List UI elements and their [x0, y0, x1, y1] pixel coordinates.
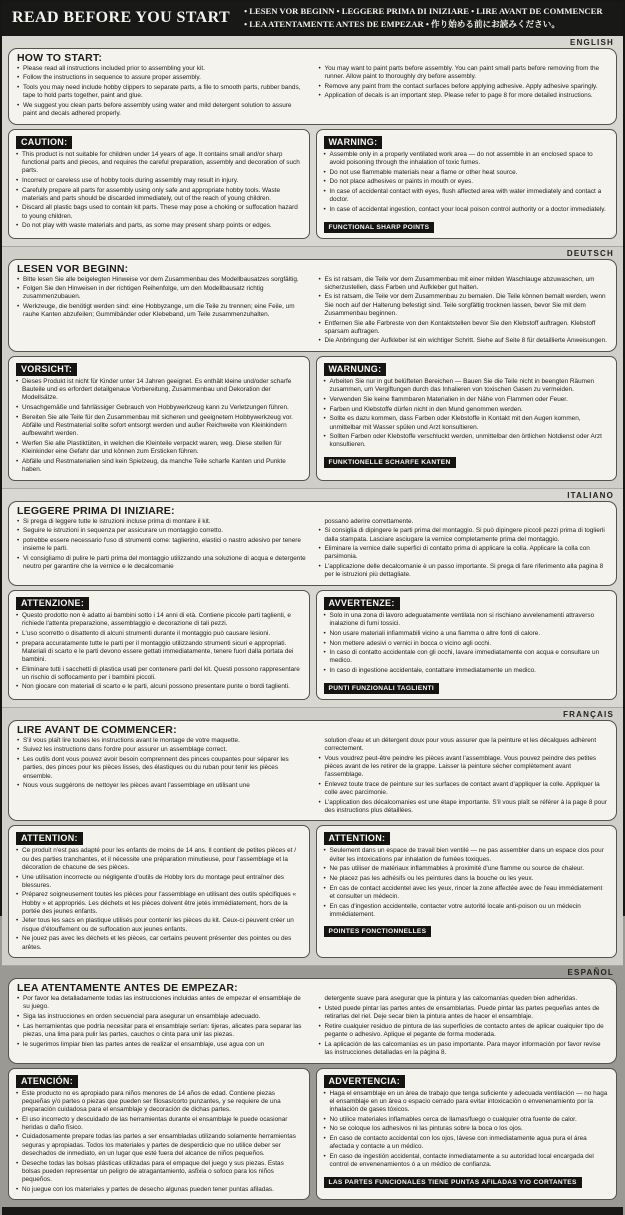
- start-heading-espanol: LEA ATENTAMENTE ANTES DE EMPEZAR:: [17, 982, 238, 995]
- start-right-list: [319, 65, 609, 120]
- warning-item: • In caso di contatto accidentale con gli occhi, lavare immediatamente con acqua e consultare un medico.: [324, 649, 610, 665]
- start-left-list: [17, 995, 307, 1058]
- warning-item: • En caso de contacto accidental con los ojos, lávese con inmediatamente agua pura el área afectada y contacte a un médico.: [324, 1135, 610, 1151]
- caution-heading: CAUTION:: [16, 136, 72, 149]
- warning-item: • In case of accidental contact with eyes, flush affected area with water immediately and contact a doctor.: [324, 188, 610, 204]
- sharp-points-badge: POINTES FONCTIONNELLES: [324, 926, 432, 937]
- instruction-item: • Folgen Sie den Hinweisen in der richtigen Reihenfolge, um den Modellbausatz richtig zusammenzubauen.: [17, 285, 307, 301]
- caution-list: [16, 612, 302, 692]
- instruction-item: detergente suave para asegurar que la pintura y las calcomanías queden bien adheridas.: [324, 995, 578, 1003]
- warning-item: • Do not use flammable materials near a flame or other heat source.: [324, 169, 610, 177]
- language-label-espanol: ESPAÑOL: [567, 968, 614, 978]
- caution-item: • Deseche todas las bolsas plásticas utilizadas para el empaque del juego y sus piezas. Estas bolsas pueden representar un peligro de atragantamiento, asfixia o sofoco para los niños pequeños.: [16, 1160, 302, 1185]
- language-label-italiano: ITALIANO: [567, 490, 614, 500]
- how-to-start-box-deutsch: [8, 259, 617, 353]
- caution-list: [16, 378, 302, 474]
- start-left-list: [17, 518, 307, 581]
- instruction-item: • Vous voudrez peut-être peindre les pièces avant l'assemblage. Vous pouvez peindre des petites pièces avant de les retirer de la grappe. Laisser la peinture sécher complètement avant l'assemblage.: [319, 755, 609, 780]
- caution-item: • L'uso scorretto o disattento di alcuni strumenti durante il montaggio può causare lesioni.: [16, 630, 302, 638]
- instruction-item: • Eliminare la vernice dalle superfici di contatto prima di applicare la colla. Applicare la colla con parsimonia.: [319, 545, 609, 561]
- caution-item: • El uso incorrecto y descuidado de las herramientas durante el ensamblaje le puede ocasionar heridas o daño físico.: [16, 1116, 302, 1132]
- sharp-points-badge: FUNKTIONELLE SCHARFE KANTEN: [324, 457, 456, 468]
- start-heading-francais: LIRE AVANT DE COMMENCER:: [17, 723, 177, 736]
- start-right-list: [319, 518, 609, 581]
- warning-heading: ADVERTENCIA:: [324, 1075, 406, 1088]
- start-heading-english: HOW TO START:: [17, 51, 103, 64]
- start-right-list: [319, 276, 609, 348]
- caution-list: [16, 1090, 302, 1194]
- instruction-item: • Follow the instructions in sequence to assure proper assembly.: [17, 74, 307, 82]
- how-to-start-box-italiano: [8, 501, 617, 586]
- instruction-item: • La aplicación de las calcomanías es un paso importante. Para mayor información por favor revise las instrucciones detalladas en la página 8.: [319, 1041, 609, 1057]
- warning-heading: WARNING:: [324, 136, 383, 149]
- instruction-item: • S'il vous plaît lire toutes les instructions avant le montage de votre maquette.: [17, 737, 307, 745]
- caution-list: [16, 847, 302, 951]
- start-right-list: [319, 737, 609, 817]
- caution-item: • Discard all plastic bags used to contain kit parts. These may pose a choking or suffocation hazard to young children.: [16, 204, 302, 220]
- caution-item: • This product is not suitable for children under 14 years of age. It contains small and/or sharp functional parts and pieces, and requires the careful preparation, assembly and decoration of such parts.: [16, 151, 302, 176]
- warning-heading: AVVERTENZE:: [324, 597, 400, 610]
- instruction-item: • Enlevez toute trace de peinture sur les surfaces de contact avant d'appliquer la colle. Appliquer la colle avec parcimonie.: [319, 781, 609, 797]
- instruction-item: • You may want to paint parts before assembly. You can paint small parts before removing from the runner. Allow paint to thoroughly dry before assembly.: [319, 65, 609, 81]
- instruction-item: • potrebbe essere necessario l'uso di strumenti come: taglierino, elastici o nastro adesivo per tenere insieme le parti.: [17, 537, 307, 553]
- start-right-list: [319, 995, 609, 1058]
- caution-item: • Ne jouez pas avec les déchets et les pièces, car certains peuvent présenter des pointes ou des arêtes.: [16, 935, 302, 951]
- caution-item: • Carefully prepare all parts for assembly using only safe and appropriate hobby tools. Waste materials and parts should be discarded immediately, out of the reach of young children.: [16, 187, 302, 203]
- header-subtitle-row2: • LEA ATENTAMENTE ANTES DE EMPEZAR • 作り始める前にお読みください。: [244, 19, 560, 30]
- header-subtitle-row1: • LESEN VOR BEGINN • LEGGERE PRIMA DI INIZIARE • LIRE AVANT DE COMMENCER: [244, 6, 603, 16]
- caution-item: • Unsachgemäße und fahrlässiger Gebrauch von Hobbywerkzeug kann zu Verletzungen führen.: [16, 404, 302, 412]
- header-bar: [2, 2, 623, 36]
- page-title: READ BEFORE YOU START: [12, 9, 231, 27]
- caution-item: • Eliminare tutti i sacchetti di plastica usati per contenere parti del kit. Questi possono rappresentare un rischio di soffocamento per i bambini piccoli.: [16, 666, 302, 682]
- warning-item: • Sollte es dazu kommen, dass Farben oder Klebstoffe in Kontakt mit den Augen kommen, unmittelbar mit Wasser spülen und Arzt konsultieren.: [324, 415, 610, 431]
- caution-item: • Do not play with waste materials and parts, as some may present sharp points or edges.: [16, 222, 302, 230]
- instruction-item: possano aderire correttamente.: [324, 517, 414, 525]
- sharp-points-badge: LAS PARTES FUNCIONALES TIENE PUNTAS AFILADAS Y/O CORTANTES: [324, 1177, 582, 1188]
- caution-heading: ATENCIÓN:: [16, 1075, 78, 1088]
- warning-item: • Arbeiten Sie nur in gut belüfteten Bereichen — Bauen Sie die Teile nicht in beengten Räumen zusammen, um Vergiftungen durch das Inhalieren von toxischen Gasen zu vermeiden.: [324, 378, 610, 394]
- caution-heading: VORSICHT:: [16, 363, 77, 376]
- warning-heading: ATTENTION:: [324, 832, 391, 845]
- instruction-item: • Bitte lesen Sie alle beigelegten Hinweise vor dem Zusammenbau des Modellbausatzes sorgfältig.: [17, 276, 307, 284]
- caution-box-english: [8, 129, 310, 239]
- warning-box-english: [316, 129, 618, 239]
- caution-item: • Questo prodotto non è adatto ai bambini sotto i 14 anni di età. Contiene piccole parti taglienti, e richiede l'attenta preparazione, assemblaggio e decorazione di tali pezzi.: [16, 612, 302, 628]
- instruction-item: • Si prega di leggere tutte le istruzioni incluse prima di montare il kit.: [17, 518, 307, 526]
- caution-item: • Cuidadosamente prepare todas las partes a ser ensambladas utilizando solamente herramientas seguras y apropiadas. Todos los materiales y partes de desperdicio que no utilice deber ser desechados de inmediato, en un lugar que esté fuera del alcance de niños pequeños.: [16, 1133, 302, 1158]
- caution-box-deutsch: [8, 356, 310, 481]
- caution-item: • Préparez soigneusement toutes les pièces pour l'assemblage en utilisant des outils spécifiques « Hobby » et appropriés. Les déchets et les pièces doivent être jetés immédiatement, hors de la portée des jeunes enfants.: [16, 891, 302, 916]
- instruction-item: solution d'eau et un détergent doux pour vous assurer que la peinture et les décalques adhèrent correctement.: [324, 736, 597, 752]
- instruction-item: • Please read all instructions included prior to assembling your kit.: [17, 65, 307, 73]
- instruction-item: • Siga las instrucciones en orden secuencial para asegurar un ensamblaje adecuado.: [17, 1013, 307, 1021]
- warning-item: • Non usare materiali infiammabili vicino a una fiamma o altre fonti di calore.: [324, 630, 610, 638]
- warning-list: [324, 612, 610, 675]
- instruction-item: • Die Anbringung der Aufkleber ist ein wichtiger Schritt. Siehe auf Seite 8 für detaillierte Anweisungen.: [319, 337, 609, 345]
- warning-item: • Seulement dans un espace de travail bien ventilé — ne pas assembler dans un espace clos pour éviter les intoxications par inhalation de fumées toxiques.: [324, 847, 610, 863]
- instruction-item: • Nous vous suggérons de nettoyer les pièces avant l'assemblage en utilisant une: [17, 782, 307, 790]
- start-left-list: [17, 65, 307, 120]
- warning-box-francais: [316, 825, 618, 958]
- start-heading-italiano: LEGGERE PRIMA DI INIZIARE:: [17, 504, 175, 517]
- instruction-item: • Application of decals is an important step. Please refer to page 8 for more detailed instructions.: [319, 92, 609, 100]
- section-francais: [2, 707, 623, 965]
- caution-box-francais: [8, 825, 310, 958]
- warning-item: • Haga el ensamblaje en un área de trabajo que tenga suficiente y adecuada ventilación — no haga el ensamblaje en un área o espacio cerrado para evitar intoxicación o envenenamiento por la inhalación de gases tóxicos.: [324, 1090, 610, 1115]
- how-to-start-box-espanol: [8, 978, 617, 1063]
- caution-item: • Werfen Sie alle Plastiktüten, in welchen die Kleinteile verpackt waren, weg. Diese stellen für Kleinkinder eine Gefahr dar und können zum Ersticken führen.: [16, 440, 302, 456]
- instruction-item: • Remove any paint from the contact surfaces before applying adhesive. Apply adhesive sparingly.: [319, 83, 609, 91]
- warning-item: • Do not place adhesives or paints in mouth or eyes.: [324, 178, 610, 186]
- warning-box-deutsch: [316, 356, 618, 481]
- caution-item: • Dieses Produkt ist nicht für Kinder unter 14 Jahren geeignet. Es enthält kleine und/oder scharfe Bauteile und es erfordert detailgenaue Vorbereitung, Zusammenbau und Dekoration der Modellsätze.: [16, 378, 302, 403]
- caution-heading: ATTENZIONE:: [16, 597, 89, 610]
- caution-item: • prepara accuratamente tutte le parti per il montaggio utilizzando strumenti sicuri e appropriati. Materiali di scarto e le parti devono essere gettati immediatamente, tenere fuori dalla portata dei bambini.: [16, 640, 302, 665]
- caution-item: • Non giocare con materiali di scarto e le parti, alcuni possono presentare punte o bordi taglienti.: [16, 683, 302, 691]
- how-to-start-box-francais: [8, 720, 617, 822]
- caution-item: • Bereiten Sie alle Teile für den Zusammenbau mit sicheren und geeignetem Hobbywerkzeug vor. Abfälle und Restmaterial sollte sofort entsorgt werden und außer Reichweite von Kleinkindern aufbewahrt werden.: [16, 414, 302, 439]
- how-to-start-box-english: [8, 48, 617, 125]
- warning-box-italiano: [316, 590, 618, 700]
- instruction-item: • Si consiglia di dipingere le parti prima del montaggio. Si può dipingere piccoli pezzi prima di toglierli dalla stampata. Lasciare asciugare la vernice completamente prima del montaggio.: [319, 527, 609, 543]
- instruction-item: • Les outils dont vous pouvez avoir besoin comprennent des pinces coupantes pour séparer les parties, des pinces pour les pièces lisses, des élastiques ou du ruban pour tenir les pièces ensemble.: [17, 756, 307, 781]
- caution-item: • Jeter tous les sacs en plastique utilisés pour contenir les pièces du kit. Ceux-ci peuvent créer un risque d'étouffement ou de suffocation aux jeunes enfants.: [16, 917, 302, 933]
- instruction-item: • Tools you may need include hobby clippers to separate parts, a file to smooth parts, rubber bands, tape to hold parts together, paint and glue.: [17, 84, 307, 100]
- instruction-item: • L'applicazione delle decalcomanie è un passo importante. Si prega di fare riferimento alla pagina 8 per le istruzioni più dettagliate.: [319, 563, 609, 579]
- start-left-list: [17, 276, 307, 348]
- instruction-item: • Por favor lea detalladamente todas las instrucciones incluidas antes de empezar el ensamblaje de su juego.: [17, 995, 307, 1011]
- warning-item: • En cas de contact accidentel avec les yeux, rincer la zone affectée avec de l'eau immédiatement et consulter un médecin.: [324, 885, 610, 901]
- instruction-item: • Vi consigliamo di pulire le parti prima del montaggio utilizzando una soluzione di acqua e detergente neutro per garantire che la vernice e le decalcomanie: [17, 555, 307, 571]
- caution-item: • Abfälle und Restmaterialien sind kein Spielzeug, da manche Teile scharfe Kanten und Punkte haben.: [16, 458, 302, 474]
- sharp-points-badge: FUNCTIONAL SHARP POINTS: [324, 222, 435, 233]
- caution-box-italiano: [8, 590, 310, 700]
- warning-item: • In caso di ingestione accidentale, contattare immediatamente un medico.: [324, 667, 610, 675]
- section-deutsch: [2, 246, 623, 488]
- instruction-item: • le sugerimos limpiar bien las partes antes de realizar el ensamblaje, use agua con un: [17, 1041, 307, 1049]
- instruction-item: • Usted puede pintar las partes antes de ensamblarlas. Puede pintar las partes pequeñas antes de retirarlas del riel. Deje secar bien la pintura antes de hacer el ensamblaje.: [319, 1005, 609, 1021]
- instruction-item: • Es ist ratsam, die Teile vor dem Zusammenbau mit einer milden Waschlauge abzuwaschen, um sicherzustellen, dass Farben und Aufkleber gut halten.: [319, 276, 609, 292]
- warning-box-espanol: [316, 1068, 618, 1201]
- warning-item: • Assemble only in a properly ventilated work area — do not assemble in an enclosed space to avoid poisoning through the inhalation of toxic fumes.: [324, 151, 610, 167]
- sharp-points-badge: PUNTI FUNZIONALI TAGLIENTI: [324, 683, 439, 694]
- language-label-deutsch: DEUTSCH: [566, 248, 614, 258]
- caution-item: • Incorrect or careless use of hobby tools during assembly may result in injury.: [16, 177, 302, 185]
- section-italiano: [2, 488, 623, 707]
- warning-item: • Solo in una zona di lavoro adeguatamente ventilata non si rischiano avvelenamenti attraverso inalazione di fumi tossici.: [324, 612, 610, 628]
- warning-item: • Ne placez pas les adhésifs ou les peintures dans la bouche ou les yeux.: [324, 875, 610, 883]
- caution-heading: ATTENTION:: [16, 832, 83, 845]
- instruction-item: • We suggest you clean parts before assembly using water and mild detergent solution to assure paint and decals adhered properly.: [17, 102, 307, 118]
- warning-list: [324, 847, 610, 919]
- caution-item: • Este producto no es apropiado para niños menores de 14 años de edad. Contiene piezas pequeñas y/o partes o piezas que pueden ser filosas/corto punzantes, y se requiere de una preparación cuidadosa para el ensamblaje y decoración de dichas partes.: [16, 1090, 302, 1115]
- warning-item: • In case of accidental ingestion, contact your local poison control authority or a doctor immediately.: [324, 206, 610, 214]
- warning-item: • Sollten Farben oder Klebstoffe verschluckt werden, unmittelbar den örtlichen Notdienst oder Arzt konsultieren.: [324, 433, 610, 449]
- warning-item: • No utilice materiales inflamables cerca de llamas/fuego o cualquier otra fuente de calor.: [324, 1116, 610, 1124]
- warning-list: [324, 151, 610, 214]
- bottom-edge-bar: [2, 1207, 623, 1215]
- caution-item: • Ce produit n'est pas adapté pour les enfants de moins de 14 ans. Il contient de petites pièces et / ou des parties tranchantes, et il nécessite une préparation minutieuse, pour l'assemblage et la décoration de chacune de ses pièces.: [16, 847, 302, 872]
- caution-item: • No juegue con los materiales y partes de desecho algunas pueden tener puntas afiladas.: [16, 1186, 302, 1194]
- start-left-list: [17, 737, 307, 817]
- instruction-item: • Las herramientas que podría necesitar para el ensamblaje serían: tijeras, alicates para separar las piezas, una lima para pulir las partes, cauchos o cinta para unir las piezas.: [17, 1023, 307, 1039]
- instruction-item: • Werkzeuge, die benötigt werden sind: eine Hobbyzange, um die Teile zu trennen; eine Feile, um rauhe Kanten abzufeilen; Gummibänder oder Klebeband, um Teile zusammenzuhalten.: [17, 303, 307, 319]
- warning-item: • En caso de ingestión accidental, contacte inmediatamente a su autoridad local encargada del control de envenenamientos ó a un médico de confianza.: [324, 1153, 610, 1169]
- warning-list: [324, 378, 610, 450]
- warning-item: • Non mettere adesivi o vernici in bocca o vicino agli occhi.: [324, 640, 610, 648]
- caution-list: [16, 151, 302, 231]
- instruction-item: • Suivez les instructions dans l'ordre pour assurer un assemblage correct.: [17, 746, 307, 754]
- warning-item: • En cas d'ingestion accidentelle, contacter votre autorité locale anti-poison ou un médecin immédiatement.: [324, 903, 610, 919]
- language-label-english: ENGLISH: [570, 37, 614, 47]
- warning-item: • No se coloque los adhesivos ni las pinturas sobre la boca o los ojos.: [324, 1125, 610, 1133]
- caution-item: • Une utilisation incorrecte ou négligente d'outils de Hobby lors du montage peut entraîner des blessures.: [16, 874, 302, 890]
- section-espanol: [2, 965, 623, 1207]
- instruction-item: • Es ist ratsam, die Teile vor dem Zusammenbau zu bemalen. Die Teile können bemalt werden, wenn Sie noch auf der Halterung befestigt sind. Teile sorgfältig trocknen lassen, bevor Sie mit dem Zusammenbau beginnen.: [319, 293, 609, 318]
- warning-item: • Verwenden Sie keine flammbaren Materialien in der Nähe von Flammen oder Feuer.: [324, 396, 610, 404]
- caution-box-espanol: [8, 1068, 310, 1201]
- warning-heading: WARNUNG:: [324, 363, 387, 376]
- warning-item: • Ne pas utiliser de matériaux inflammables à proximité d'une flamme ou source de chaleur.: [324, 865, 610, 873]
- warning-list: [324, 1090, 610, 1170]
- header-subtitles: [244, 5, 613, 32]
- language-label-francais: FRANÇAIS: [563, 709, 614, 719]
- instruction-item: • L'application des décalcomanies est une étape importante. S'il vous plaît se référer à la page 8 pour des instructions plus détaillées.: [319, 799, 609, 815]
- instruction-item: • Entfernen Sie alle Farbreste von den Kontaktstellen bevor Sie den Klebstoff auftragen. Klebstoff sparsam auftragen.: [319, 320, 609, 336]
- start-heading-deutsch: LESEN VOR BEGINN:: [17, 262, 129, 275]
- section-english: [2, 36, 623, 246]
- instruction-item: • Seguire le istruzioni in sequenza per assicurare un montaggio corretto.: [17, 527, 307, 535]
- warning-item: • Farben und Klebstoffe dürfen nicht in den Mund genommen werden.: [324, 406, 610, 414]
- instruction-item: • Retire cualquier residuo de pintura de las superficies de contacto antes de aplicar cualquier tipo de pegante o adhesivo. Aplique el pegante de forma moderada.: [319, 1023, 609, 1039]
